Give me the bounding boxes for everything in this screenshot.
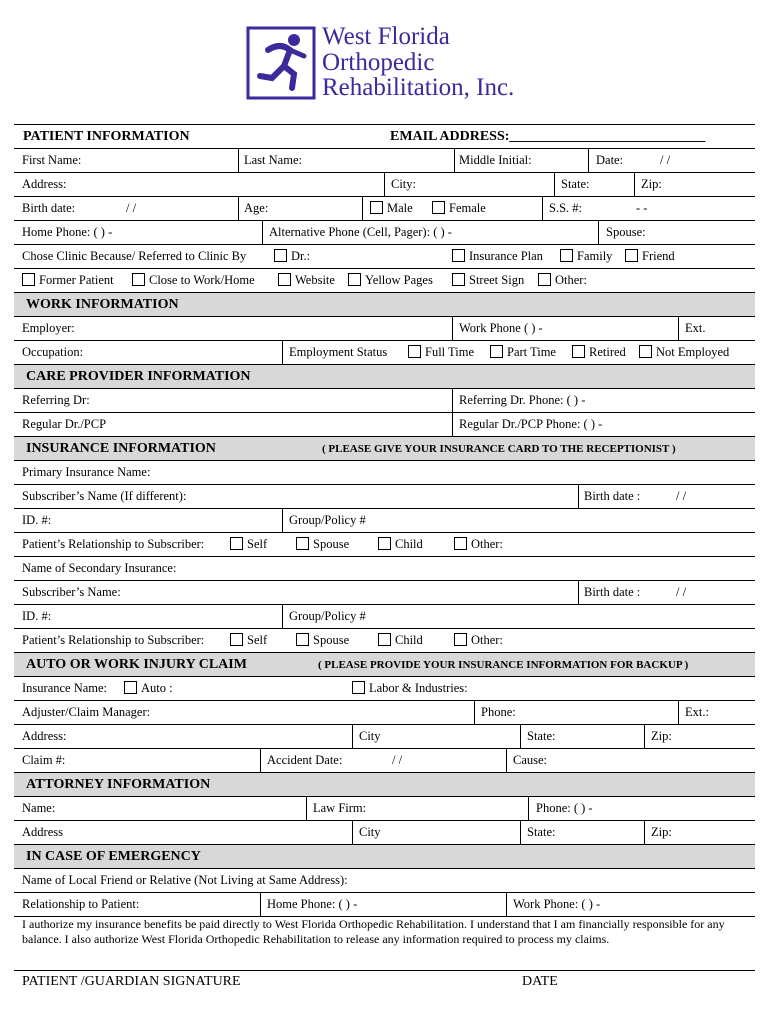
labor-industries-checkbox[interactable] xyxy=(352,681,365,694)
adjuster-row xyxy=(14,701,755,725)
close-to-work-option[interactable]: Close to Work/Home xyxy=(132,273,255,288)
section-title: INSURANCE INFORMATION xyxy=(26,441,216,456)
occupation-row xyxy=(14,341,755,365)
full-time-checkbox[interactable] xyxy=(408,345,421,358)
subscriber-row-2 xyxy=(14,581,755,605)
last-name-field[interactable]: Last Name: xyxy=(244,153,302,167)
referring-dr-row xyxy=(14,389,755,413)
not-employed-checkbox[interactable] xyxy=(639,345,652,358)
spouse-2-option[interactable]: Spouse xyxy=(296,633,349,648)
primary-insurance-row xyxy=(14,461,755,485)
section-work-information xyxy=(14,293,755,317)
emergency-home-phone-field[interactable]: Home Phone: ( ) - xyxy=(267,897,358,911)
accident-date-slashes: / / xyxy=(392,753,403,767)
date-field[interactable]: Date: xyxy=(596,153,624,167)
male-checkbox[interactable] xyxy=(370,201,383,214)
referring-dr-field[interactable]: Referring Dr: xyxy=(22,393,90,407)
street-sign-checkbox[interactable] xyxy=(452,273,465,286)
occupation-field[interactable]: Occupation: xyxy=(22,345,84,359)
signature-label[interactable]: PATIENT /GUARDIAN SIGNATURE xyxy=(22,974,241,989)
section-title: CARE PROVIDER INFORMATION xyxy=(26,369,251,384)
work-ext-field[interactable]: Ext. xyxy=(685,321,706,335)
self-2-checkbox[interactable] xyxy=(230,633,243,646)
birth-date-field[interactable]: Birth date: xyxy=(22,201,76,215)
spouse-option[interactable]: Spouse xyxy=(296,537,349,552)
signature-date-label[interactable]: DATE xyxy=(522,974,558,989)
other-relationship-2-checkbox[interactable] xyxy=(454,633,467,646)
insurance-plan-checkbox[interactable] xyxy=(452,249,465,262)
retired-checkbox[interactable] xyxy=(572,345,585,358)
auto-option[interactable]: Auto : xyxy=(124,681,173,696)
patient-intake-form xyxy=(14,124,755,917)
street-sign-option[interactable]: Street Sign xyxy=(452,273,524,288)
local-friend-row xyxy=(14,869,755,893)
attorney-name-field[interactable]: Name: xyxy=(22,801,56,815)
chose-clinic-label: Chose Clinic Because/ Referred to Clinic By xyxy=(22,249,247,263)
other-referral-checkbox[interactable] xyxy=(538,273,551,286)
section-title: WORK INFORMATION xyxy=(26,297,179,312)
part-time-option[interactable]: Part Time xyxy=(490,345,556,360)
middle-initial-field[interactable]: Middle Initial: xyxy=(459,153,532,167)
name-row xyxy=(14,149,755,173)
id-row-2 xyxy=(14,605,755,629)
work-phone-field[interactable]: Work Phone ( ) - xyxy=(459,321,543,335)
close-to-work-checkbox[interactable] xyxy=(132,273,145,286)
website-option[interactable]: Website xyxy=(278,273,335,288)
yellow-pages-option[interactable]: Yellow Pages xyxy=(348,273,433,288)
subscriber-2-birth-date-field[interactable]: Birth date : xyxy=(584,585,641,599)
accident-date-field[interactable]: Accident Date: xyxy=(267,753,343,767)
date-slashes: / / xyxy=(660,153,671,167)
home-phone-field[interactable]: Home Phone: ( ) - xyxy=(22,225,113,239)
family-option[interactable]: Family xyxy=(560,249,612,264)
claim-row xyxy=(14,749,755,773)
subscriber-2-birth-slashes: / / xyxy=(676,585,687,599)
logo-text xyxy=(322,24,514,101)
regular-dr-field[interactable]: Regular Dr./PCP xyxy=(22,417,107,431)
male-option[interactable]: Male xyxy=(370,201,413,216)
runner-logo-icon xyxy=(246,26,316,100)
local-friend-field[interactable]: Name of Local Friend or Relative (Not Living at Same Address): xyxy=(22,873,348,887)
full-time-option[interactable]: Full Time xyxy=(408,345,474,360)
phone-row xyxy=(14,221,755,245)
auto-address-field[interactable]: Address: xyxy=(22,729,67,743)
auto-city-field[interactable]: City xyxy=(359,729,381,743)
section-attorney-information xyxy=(14,773,755,797)
auto-zip-field[interactable]: Zip: xyxy=(651,729,672,743)
adjuster-phone-field[interactable]: Phone: xyxy=(481,705,516,719)
auto-state-field[interactable]: State: xyxy=(527,729,556,743)
former-patient-checkbox[interactable] xyxy=(22,273,35,286)
claim-field[interactable]: Claim #: xyxy=(22,753,66,767)
spouse-checkbox[interactable] xyxy=(296,537,309,550)
labor-industries-option[interactable]: Labor & Industries: xyxy=(352,681,468,696)
section-title: IN CASE OF EMERGENCY xyxy=(26,849,201,864)
self-checkbox[interactable] xyxy=(230,537,243,550)
emergency-work-phone-field[interactable]: Work Phone: ( ) - xyxy=(513,897,601,911)
state-field[interactable]: State: xyxy=(561,177,590,191)
other-relationship-2-option[interactable]: Other: xyxy=(454,633,503,648)
logo-line-3: Rehabilitation, Inc. xyxy=(322,74,515,101)
emergency-relationship-row xyxy=(14,893,755,917)
other-relationship-option[interactable]: Other: xyxy=(454,537,503,552)
email-address-field[interactable]: EMAIL ADDRESS:____________________________ xyxy=(390,129,706,144)
referral-row-2 xyxy=(14,269,755,293)
section-title: PATIENT INFORMATION xyxy=(23,129,190,144)
regular-dr-row xyxy=(14,413,755,437)
secondary-insurance-field[interactable]: Name of Secondary Insurance: xyxy=(22,561,177,575)
referring-dr-phone-field[interactable]: Referring Dr. Phone: ( ) - xyxy=(459,393,586,407)
child-2-checkbox[interactable] xyxy=(378,633,391,646)
section-insurance-information xyxy=(14,437,755,461)
subscriber-birth-date-field[interactable]: Birth date : xyxy=(584,489,641,503)
employment-status-label: Employment Status xyxy=(289,345,388,359)
relationship-label: Patient’s Relationship to Subscriber: xyxy=(22,537,205,551)
attorney-name-row xyxy=(14,797,755,821)
subscriber-row xyxy=(14,485,755,509)
other-referral-option[interactable]: Other: xyxy=(538,273,587,288)
id-field[interactable]: ID. #: xyxy=(22,513,52,527)
zip-field[interactable]: Zip: xyxy=(641,177,662,191)
friend-checkbox[interactable] xyxy=(625,249,638,262)
secondary-insurance-row xyxy=(14,557,755,581)
auto-address-row xyxy=(14,725,755,749)
adjuster-ext-field[interactable]: Ext.: xyxy=(685,705,709,719)
child-option[interactable]: Child xyxy=(378,537,423,552)
logo-line-2: Orthopedic xyxy=(322,48,435,76)
section-title: AUTO OR WORK INJURY CLAIM xyxy=(26,657,247,672)
female-checkbox[interactable] xyxy=(432,201,445,214)
attorney-state-field[interactable]: State: xyxy=(527,825,556,839)
first-name-field[interactable]: First Name: xyxy=(22,153,82,167)
spouse-2-checkbox[interactable] xyxy=(296,633,309,646)
age-field[interactable]: Age: xyxy=(244,201,269,215)
birth-date-slashes: / / xyxy=(126,201,137,215)
child-2-option[interactable]: Child xyxy=(378,633,423,648)
part-time-checkbox[interactable] xyxy=(490,345,503,358)
family-checkbox[interactable] xyxy=(560,249,573,262)
birth-row xyxy=(14,197,755,221)
group-policy-field[interactable]: Group/Policy # xyxy=(289,513,366,527)
subscriber-name-2-field[interactable]: Subscriber’s Name: xyxy=(22,585,121,599)
alternative-phone-field[interactable]: Alternative Phone (Cell, Pager): ( ) - xyxy=(269,225,452,239)
section-title: ATTORNEY INFORMATION xyxy=(26,777,211,792)
ss-dashes: - - xyxy=(636,201,648,215)
city-field[interactable]: City: xyxy=(391,177,417,191)
cause-field[interactable]: Cause: xyxy=(513,753,548,767)
dr-checkbox[interactable] xyxy=(274,249,287,262)
regular-dr-phone-field[interactable]: Regular Dr./PCP Phone: ( ) - xyxy=(459,417,603,431)
address-field[interactable]: Address: xyxy=(22,177,67,191)
signature-line xyxy=(14,970,755,971)
primary-insurance-field[interactable]: Primary Insurance Name: xyxy=(22,465,151,479)
section-patient-information xyxy=(14,125,755,149)
company-logo xyxy=(246,23,536,104)
friend-option[interactable]: Friend xyxy=(625,249,675,264)
id-row xyxy=(14,509,755,533)
subscriber-name-field[interactable]: Subscriber’s Name (If different): xyxy=(22,489,187,503)
yellow-pages-checkbox[interactable] xyxy=(348,273,361,286)
relationship-row-2 xyxy=(14,629,755,653)
spouse-field[interactable]: Spouse: xyxy=(606,225,646,239)
law-firm-field[interactable]: Law Firm: xyxy=(313,801,367,815)
insurance-note: ( PLEASE GIVE YOUR INSURANCE CARD TO THE RECEPTIONIST ) xyxy=(322,443,676,455)
other-relationship-checkbox[interactable] xyxy=(454,537,467,550)
auto-note: ( PLEASE PROVIDE YOUR INSURANCE INFORMATION FOR BACKUP ) xyxy=(318,659,689,671)
ss-field[interactable]: S.S. #: xyxy=(549,201,583,215)
not-employed-option[interactable]: Not Employed xyxy=(639,345,729,360)
auto-insurance-name-label: Insurance Name: xyxy=(22,681,108,695)
auto-checkbox[interactable] xyxy=(124,681,137,694)
self-2-option[interactable]: Self xyxy=(230,633,267,648)
referral-row xyxy=(14,245,755,269)
attorney-address-row xyxy=(14,821,755,845)
auto-insurance-row xyxy=(14,677,755,701)
child-checkbox[interactable] xyxy=(378,537,391,550)
employer-field[interactable]: Employer: xyxy=(22,321,75,335)
attorney-phone-field[interactable]: Phone: ( ) - xyxy=(536,801,593,815)
relationship-row xyxy=(14,533,755,557)
insurance-plan-option[interactable]: Insurance Plan xyxy=(452,249,543,264)
section-care-provider xyxy=(14,365,755,389)
section-auto-work-injury xyxy=(14,653,755,677)
attorney-address-field[interactable]: Address xyxy=(22,825,63,839)
female-option[interactable]: Female xyxy=(432,201,486,216)
retired-option[interactable]: Retired xyxy=(572,345,626,360)
authorization-statement: I authorize my insurance benefits be paid directly to West Florida Orthopedic Rehabilitation. I understand that I am financially responsible for any balance. I also authorize West Florida Orthopedic Rehabilitation to release any information required to process my claims. xyxy=(22,917,725,946)
subscriber-birth-slashes: / / xyxy=(676,489,687,503)
website-checkbox[interactable] xyxy=(278,273,291,286)
relationship-to-patient-field[interactable]: Relationship to Patient: xyxy=(22,897,140,911)
relationship-2-label: Patient’s Relationship to Subscriber: xyxy=(22,633,205,647)
address-row xyxy=(14,173,755,197)
attorney-zip-field[interactable]: Zip: xyxy=(651,825,672,839)
attorney-city-field[interactable]: City xyxy=(359,825,381,839)
group-policy-2-field[interactable]: Group/Policy # xyxy=(289,609,366,623)
employer-row xyxy=(14,317,755,341)
section-emergency xyxy=(14,845,755,869)
adjuster-field[interactable]: Adjuster/Claim Manager: xyxy=(22,705,151,719)
self-option[interactable]: Self xyxy=(230,537,267,552)
former-patient-option[interactable]: Former Patient xyxy=(22,273,114,288)
dr-option[interactable]: Dr.: xyxy=(274,249,310,264)
id-2-field[interactable]: ID. #: xyxy=(22,609,52,623)
logo-line-1: West Florida xyxy=(322,23,450,50)
